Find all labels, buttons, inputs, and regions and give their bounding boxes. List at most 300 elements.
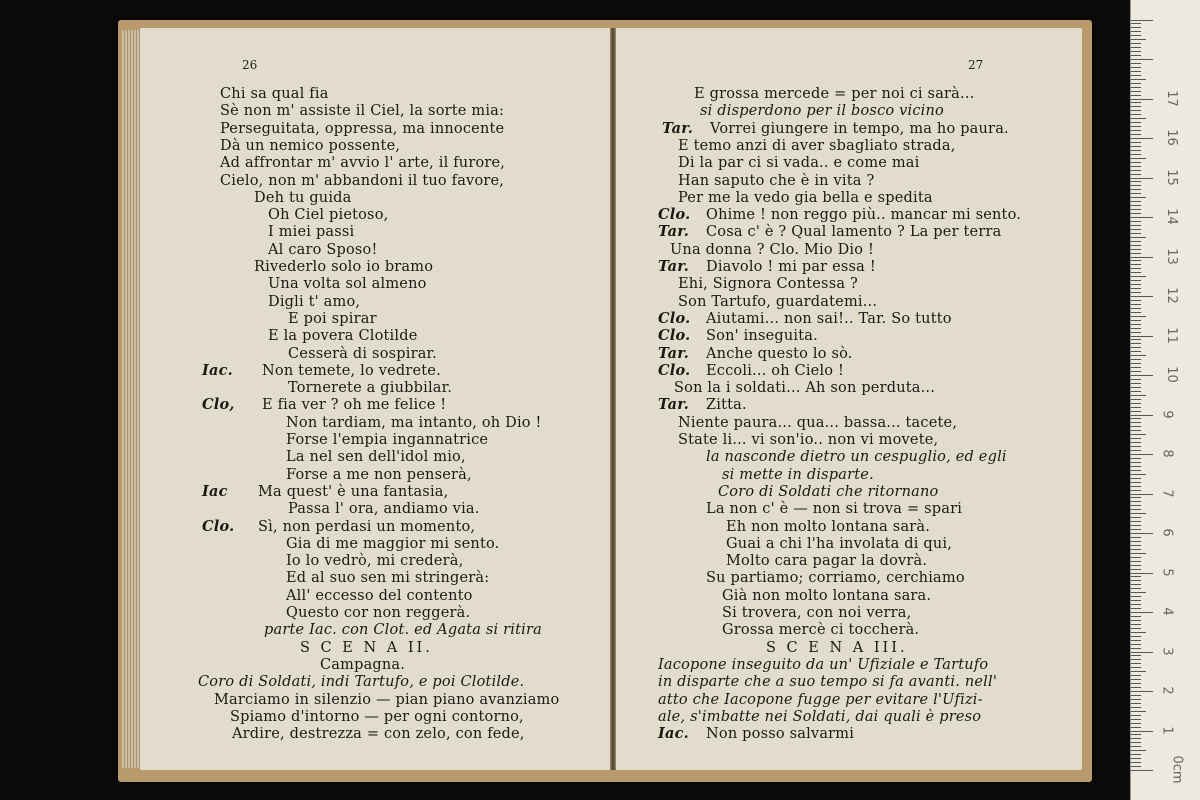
ruler-tick [1131, 221, 1141, 222]
ruler-tick [1131, 43, 1141, 44]
ruler-tick [1131, 205, 1141, 206]
line-text: Cosa c' è ? Qual lamento ? La per terra [706, 224, 1002, 241]
ruler-tick [1131, 683, 1141, 684]
text-line: Grossa mercè ci toccherà. [722, 622, 920, 639]
text-line: Su partiamo; corriamo, cerchiamo [706, 570, 965, 587]
ruler-tick [1131, 296, 1153, 297]
speaker-label: Clo. [658, 361, 691, 379]
ruler-tick [1131, 276, 1146, 277]
speaker-label: Clo. [658, 206, 691, 224]
ruler-tick [1131, 711, 1146, 712]
text-line [202, 519, 475, 535]
text-line: Si trovera, con noi verra, [722, 605, 912, 621]
ruler-tick [1131, 351, 1141, 352]
text-line [658, 328, 818, 344]
ruler-tick [1131, 272, 1141, 273]
ruler-tick [1131, 304, 1141, 305]
ruler-tick [1131, 225, 1141, 226]
text-line: Rivederlo solo io bramo [254, 259, 434, 275]
ruler-tick [1131, 217, 1153, 218]
text-line: Niente paura... qua... bassa... tacete, [678, 414, 958, 431]
ruler-tick [1131, 209, 1141, 210]
ruler-label: 0cm [1169, 755, 1185, 784]
ruler-tick [1131, 576, 1141, 577]
text-line: Cielo, non m' abbandoni il tuo favore, [220, 172, 505, 189]
ruler-tick [1131, 399, 1141, 400]
text-line [658, 311, 952, 327]
text-line: Perseguitata, oppressa, ma innocente [220, 120, 505, 137]
ruler-tick [1131, 600, 1141, 601]
ruler-label: 2 [1159, 686, 1175, 695]
ruler-tick [1131, 687, 1141, 688]
ruler-tick [1131, 363, 1141, 364]
text-line: Di la par ci si vada.. e come mai [678, 155, 920, 172]
ruler-tick [1131, 51, 1141, 52]
text-line [202, 484, 448, 500]
ruler-tick [1131, 699, 1141, 700]
ruler-label: 16 [1163, 129, 1179, 146]
ruler-tick [1131, 604, 1141, 605]
ruler-tick [1131, 478, 1141, 479]
ruler-tick [1131, 403, 1141, 404]
text-line: Tornerete a giubbilar. [288, 380, 452, 397]
ruler-tick [1131, 655, 1141, 656]
ruler-tick [1131, 723, 1141, 724]
text-line: All' eccesso del contento [286, 587, 473, 604]
ruler-tick [1131, 138, 1153, 139]
ruler-tick [1131, 31, 1141, 32]
ruler-label: 6 [1159, 528, 1175, 537]
ruler-tick [1131, 565, 1141, 566]
ruler-tick [1131, 671, 1146, 672]
line-text: Son' inseguita. [706, 328, 818, 345]
text-line: atto che Iacopone fugge per evitare l'Ufizi- [658, 691, 983, 708]
ruler-tick [1131, 588, 1141, 589]
ruler-tick [1131, 418, 1141, 419]
ruler-tick [1131, 521, 1141, 522]
text-line [658, 259, 876, 275]
ruler-tick [1131, 754, 1141, 755]
ruler-tick [1131, 197, 1146, 198]
text-line [662, 121, 1009, 137]
ruler-tick [1131, 328, 1141, 329]
line-text: Diavolo ! mi par essa ! [706, 259, 876, 275]
line-text: Non posso salvarmi [706, 726, 855, 743]
ruler-tick [1131, 667, 1141, 668]
text-line: E poi spirar [288, 310, 377, 327]
text-line: Per me la vedo gia bella e spedita [678, 189, 933, 206]
text-line: Coro di Soldati che ritornano [718, 483, 939, 500]
ruler-tick [1131, 573, 1153, 574]
ruler-tick [1131, 494, 1153, 495]
ruler-tick [1131, 95, 1141, 96]
text-line: Son Tartufo, guardatemi... [678, 293, 878, 310]
text-line: Ed al suo sen mi stringerà: [286, 570, 490, 587]
left-page-number: 26 [242, 58, 258, 72]
text-line: S C E N A III. [766, 639, 908, 656]
text-line: State li... vi son'io.. non vi movete, [678, 432, 939, 448]
ruler-tick [1131, 703, 1141, 704]
text-line: Chi sa qual fia [220, 86, 329, 102]
ruler-label: 11 [1163, 326, 1179, 344]
ruler-tick [1131, 517, 1141, 518]
ruler-tick [1131, 652, 1153, 653]
ruler-tick [1131, 166, 1141, 167]
ruler-tick [1131, 339, 1141, 340]
text-line: Coro di Soldati, indi Tartufo, e poi Clotilde. [198, 674, 525, 691]
text-line [658, 726, 854, 742]
text-line: I miei passi [268, 224, 355, 241]
text-line: Molto cara pagar la dovrà. [726, 553, 928, 570]
ruler-tick [1131, 146, 1141, 147]
line-text: Aiutami... non sai!.. Tar. So tutto [706, 310, 952, 327]
text-line: Iacopone inseguito da un' Ufiziale e Tartufo [658, 656, 989, 673]
ruler-tick [1131, 280, 1141, 281]
right-page [616, 28, 1082, 770]
ruler-tick [1131, 122, 1141, 123]
ruler-tick [1131, 130, 1141, 131]
ruler-tick [1131, 237, 1146, 238]
text-line [658, 397, 747, 413]
ruler-tick [1131, 292, 1141, 293]
ruler-tick [1131, 580, 1141, 581]
text-line: Già non molto lontana sara. [722, 587, 932, 604]
ruler-tick [1131, 185, 1141, 186]
ruler-tick [1131, 470, 1141, 471]
ruler-tick [1131, 174, 1141, 175]
ruler-tick [1131, 264, 1141, 265]
ruler-tick [1131, 75, 1141, 76]
ruler-tick [1131, 63, 1141, 64]
ruler-tick [1131, 569, 1141, 570]
speaker-label: Tar. [658, 223, 689, 241]
text-line: Sè non m' assiste il Ciel, la sorte mia: [220, 103, 505, 120]
ruler-label: 12 [1163, 287, 1179, 304]
ruler-tick [1131, 434, 1146, 435]
ruler-tick [1131, 126, 1141, 127]
ruler-tick [1131, 501, 1141, 502]
ruler-tick [1131, 387, 1141, 388]
text-line: ale, s'imbatte nei Soldati, dai quali è preso [658, 708, 982, 725]
text-line: Campagna. [320, 656, 406, 673]
ruler-tick [1131, 106, 1141, 107]
ruler-tick [1131, 430, 1141, 431]
line-text: Eccoli... oh Cielo ! [706, 362, 845, 379]
text-line: la nasconde dietro un cespuglio, ed egli [706, 449, 1007, 466]
ruler-tick [1131, 71, 1141, 72]
ruler-tick [1131, 23, 1141, 24]
speaker-label: Iac. [202, 361, 233, 379]
line-text: Sì, non perdasi un momento, [258, 518, 476, 535]
ruler-tick [1131, 525, 1141, 526]
ruler-tick [1131, 620, 1141, 621]
text-line [202, 397, 446, 413]
ruler-tick [1131, 663, 1141, 664]
ruler-label: 10 [1163, 366, 1179, 383]
ruler-tick [1131, 312, 1141, 313]
ruler-tick [1131, 482, 1141, 483]
text-line: Questo cor non reggerà. [286, 605, 471, 621]
ruler-tick [1131, 110, 1141, 111]
page-edges [122, 30, 140, 768]
ruler-label: 9 [1159, 409, 1175, 419]
ruler-tick [1131, 189, 1141, 190]
ruler-tick [1131, 27, 1141, 28]
ruler-tick [1131, 67, 1141, 68]
ruler-tick [1131, 114, 1141, 115]
ruler-tick [1131, 738, 1141, 739]
text-line: Marciamo in silenzio — pian piano avanziamo [214, 691, 560, 708]
text-line: Una volta sol almeno [268, 276, 427, 293]
ruler-tick [1131, 561, 1141, 562]
ruler-tick [1131, 249, 1141, 250]
ruler-tick [1131, 245, 1141, 246]
text-line: Eh non molto lontana sarà. [726, 518, 931, 535]
ruler-tick [1131, 679, 1141, 680]
ruler-tick [1131, 150, 1141, 151]
ruler-tick [1131, 411, 1141, 412]
ruler-tick [1131, 391, 1141, 392]
text-line: Oh Ciel pietoso, [268, 207, 389, 224]
ruler-tick [1131, 193, 1141, 194]
ruler-tick [1131, 640, 1141, 641]
ruler-tick [1131, 201, 1141, 202]
ruler-tick [1131, 355, 1146, 356]
ruler-tick [1131, 308, 1141, 309]
text-line: Io lo vedrò, mi crederà, [286, 553, 464, 570]
ruler-tick [1131, 454, 1153, 455]
ruler-tick [1131, 260, 1141, 261]
ruler-tick [1131, 695, 1141, 696]
ruler-label: 17 [1163, 89, 1179, 107]
speaker-label: Tar. [658, 258, 689, 275]
speaker-label: Clo. [658, 327, 691, 345]
text-line: Ardire, destrezza = con zelo, con fede, [232, 726, 525, 743]
ruler-tick [1131, 446, 1141, 447]
text-line: Una donna ? Clo. Mio Dio ! [670, 241, 875, 258]
ruler-tick [1131, 134, 1141, 135]
ruler-tick [1131, 422, 1141, 423]
text-line: S C E N A II. [300, 639, 433, 656]
ruler-tick [1131, 87, 1141, 88]
text-line: Passa l' ora, andiamo via. [288, 501, 480, 518]
ruler-label: 5 [1159, 567, 1175, 577]
ruler-label: 14 [1163, 208, 1179, 225]
ruler-tick [1131, 395, 1146, 396]
text-line: Son la i soldati... Ah son perduta... [674, 380, 936, 397]
ruler-tick [1131, 375, 1153, 376]
ruler-tick [1131, 466, 1141, 467]
ruler-tick [1131, 288, 1141, 289]
ruler-tick [1131, 320, 1141, 321]
ruler-tick [1131, 584, 1141, 585]
ruler-tick [1131, 731, 1153, 732]
ruler-tick [1131, 766, 1141, 767]
ruler-tick [1131, 241, 1141, 242]
ruler-tick [1131, 20, 1153, 21]
ruler-tick [1131, 284, 1141, 285]
ruler-tick [1131, 324, 1141, 325]
ruler-tick [1131, 178, 1153, 179]
speaker-label: Clo. [658, 309, 691, 327]
ruler-tick [1131, 379, 1141, 380]
text-line: Non tardiam, ma intanto, oh Dio ! [286, 414, 542, 431]
ruler-tick [1131, 505, 1141, 506]
ruler-tick [1131, 79, 1146, 80]
ruler-label: 3 [1159, 646, 1175, 656]
ruler-tick [1131, 55, 1141, 56]
ruler-tick [1131, 596, 1141, 597]
ruler-tick [1131, 762, 1141, 763]
ruler-tick [1131, 99, 1153, 100]
ruler-tick [1131, 592, 1146, 593]
ruler-tick [1131, 742, 1141, 743]
text-line: La nel sen dell'idol mio, [286, 449, 466, 466]
ruler-tick [1131, 47, 1141, 48]
text-line: E grossa mercede = per noi ci sarà... [694, 86, 975, 102]
ruler-tick [1131, 39, 1146, 40]
ruler-tick [1131, 426, 1141, 427]
speaker-label: Tar. [662, 119, 693, 137]
right-page-number: 27 [968, 58, 984, 72]
ruler-tick [1131, 181, 1141, 182]
text-line: E temo anzi di aver sbagliato strada, [678, 137, 956, 154]
ruler-tick [1131, 486, 1141, 487]
text-line: Spiamo d'intorno — per ogni contorno, [230, 708, 524, 725]
text-line [658, 207, 1021, 223]
ruler-tick [1131, 142, 1141, 143]
ruler-tick [1131, 83, 1141, 84]
ruler-tick [1131, 636, 1141, 637]
ruler-tick [1131, 624, 1141, 625]
text-line: si mette in disparte. [722, 466, 874, 483]
text-line: Han saputo che è in vita ? [678, 172, 875, 189]
ruler-tick [1131, 497, 1141, 498]
ruler-tick [1131, 359, 1141, 360]
ruler-tick [1131, 545, 1141, 546]
ruler-label: 13 [1163, 247, 1179, 265]
ruler-tick [1131, 162, 1141, 163]
text-line: La non c' è — non si trova = spari [706, 501, 963, 518]
ruler-tick [1131, 442, 1141, 443]
open-book [118, 20, 1092, 782]
ruler-tick [1131, 407, 1141, 408]
ruler-tick [1131, 383, 1141, 384]
ruler-tick [1131, 91, 1141, 92]
text-line: E la povera Clotilde [268, 328, 418, 345]
ruler-tick [1131, 316, 1146, 317]
ruler-tick [1131, 257, 1153, 258]
ruler-tick [1131, 707, 1141, 708]
line-text: Zitta. [706, 397, 747, 414]
measuring-ruler [1130, 0, 1200, 800]
line-text: Vorrei giungere in tempo, ma ho paura. [710, 120, 1009, 137]
ruler-tick [1131, 458, 1141, 459]
speaker-label: Iac. [658, 725, 689, 743]
ruler-tick [1131, 253, 1141, 254]
line-text: Non temete, lo vedrete. [262, 362, 441, 379]
ruler-tick [1131, 675, 1141, 676]
ruler-tick [1131, 490, 1141, 491]
ruler-tick [1131, 332, 1141, 333]
speaker-label: Tar. [658, 344, 689, 362]
ruler-tick [1131, 438, 1141, 439]
ruler-tick [1131, 659, 1141, 660]
ruler-tick [1131, 553, 1146, 554]
ruler-tick [1131, 300, 1141, 301]
ruler-tick [1131, 513, 1146, 514]
ruler-tick [1131, 628, 1141, 629]
text-line: Ad affrontar m' avvio l' arte, il furore, [220, 155, 506, 172]
ruler-tick [1131, 746, 1141, 747]
ruler-tick [1131, 474, 1146, 475]
ruler-tick [1131, 347, 1141, 348]
ruler-tick [1131, 644, 1141, 645]
ruler-tick [1131, 758, 1141, 759]
ruler-label: 8 [1159, 449, 1175, 458]
ruler-tick [1131, 35, 1141, 36]
text-line: si disperdono per il bosco vicino [700, 103, 944, 120]
text-line: Deh tu guida [254, 189, 352, 206]
ruler-tick [1131, 371, 1141, 372]
speaker-label: Iac [202, 482, 228, 500]
text-line [658, 363, 844, 379]
ruler-tick [1131, 102, 1141, 103]
text-line: Ehi, Signora Contessa ? [678, 276, 858, 293]
ruler-tick [1131, 367, 1141, 368]
text-line: Gia di me maggior mi sento. [286, 535, 500, 552]
ruler-label: 15 [1163, 168, 1179, 186]
ruler-tick [1131, 691, 1153, 692]
text-line: Forse a me non penserà, [286, 466, 472, 483]
text-line: parte Iac. con Clot. ed Agata si ritira [264, 622, 542, 639]
text-line: Digli t' amo, [268, 293, 361, 310]
ruler-tick [1131, 612, 1153, 613]
ruler-tick [1131, 229, 1141, 230]
text-line: Forse l'empia ingannatrice [286, 432, 489, 448]
ruler-tick [1131, 154, 1141, 155]
ruler-tick [1131, 59, 1153, 60]
speaker-label: Tar. [658, 396, 689, 414]
left-page [140, 28, 610, 770]
ruler-tick [1131, 750, 1146, 751]
ruler-tick [1131, 616, 1141, 617]
ruler-tick [1131, 462, 1141, 463]
text-line [658, 346, 853, 362]
ruler-tick [1131, 632, 1146, 633]
ruler-tick [1131, 770, 1153, 771]
text-line: Al caro Sposo! [268, 241, 378, 258]
line-text: Ohime ! non reggo più.. mancar mi sento. [706, 207, 1022, 224]
ruler-tick [1131, 719, 1141, 720]
ruler-tick [1131, 734, 1141, 735]
text-line: in disparte che a suo tempo si fa avanti. nell' [658, 674, 998, 691]
ruler-tick [1131, 537, 1141, 538]
text-line: Dà un nemico possente, [220, 137, 401, 154]
ruler-tick [1131, 343, 1141, 344]
ruler-tick [1131, 549, 1141, 550]
ruler-tick [1131, 213, 1141, 214]
ruler-label: 7 [1159, 488, 1175, 498]
ruler-tick [1131, 450, 1141, 451]
ruler-tick [1131, 727, 1141, 728]
speaker-label: Clo. [202, 517, 235, 535]
ruler-tick [1131, 268, 1141, 269]
ruler-tick [1131, 541, 1141, 542]
text-line: Cesserà di sospirar. [288, 345, 437, 362]
line-text: Anche questo lo sò. [706, 345, 853, 362]
ruler-tick [1131, 715, 1141, 716]
